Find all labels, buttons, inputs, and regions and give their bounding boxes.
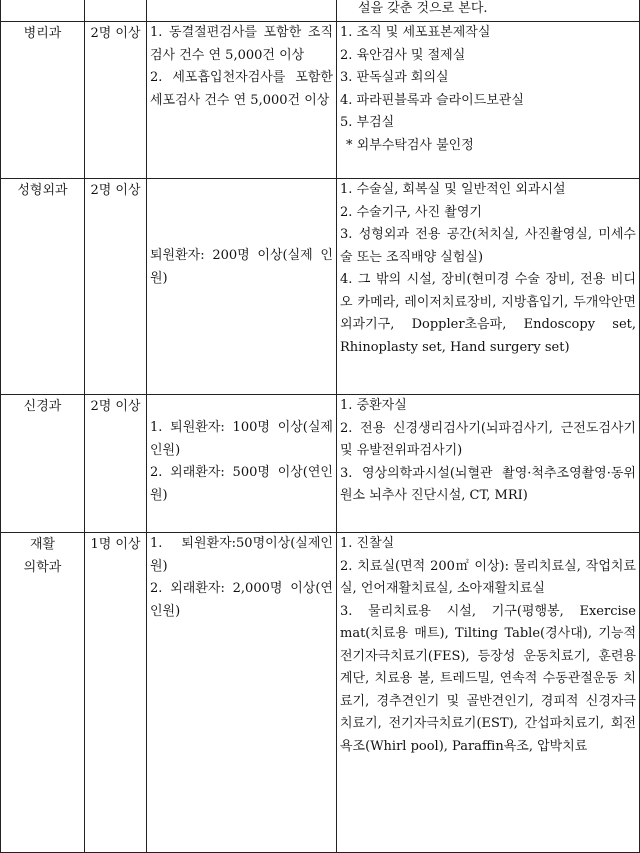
facility-item: 3. 영상의학과시설(뇌혈관 촬영·척추조영촬영·동위원소 뇌추사 진단시설, CT, MRI) — [340, 465, 636, 503]
table-row-plastic-surgery — [1, 179, 640, 395]
staff-cell: 2명 이상 — [85, 395, 147, 533]
facility-item: 2. 치료실(면적 200㎡ 이상): 물리치료실, 작업치료실, 언어재활치료실, 소아재활치료실 — [340, 558, 636, 596]
facility-item: 3. 물리치료용 시설, 기구(평행봉, Exercise mat(치료용 매트), Tilting Table(경사대), 기능적 전기자극치료기(FES), 등장성 운동치료기, 훈련용 계단, 치료용 볼, 트레드밀, 연속적 수동관절운동 치료기, 경추견인기 및 골반견인기, 경피적 신경자극 치료기, 전기자극치료기(EST), 간섭파치료기, 회전욕조(Whirl pool), Paraffin욕조, 압박치료 — [340, 603, 636, 754]
criteria-cell — [147, 533, 337, 853]
staff-cell-empty — [85, 0, 147, 22]
facility-item: 2. 수술기구, 사진 촬영기 — [340, 204, 482, 220]
criteria-cell — [147, 395, 337, 533]
staff-cell: 1명 이상 — [85, 533, 147, 853]
criteria-cell — [147, 179, 337, 395]
table-row-neurology — [1, 395, 640, 533]
dept-cell: 신경과 — [1, 395, 85, 533]
dept-name-line1: 재활 — [29, 537, 56, 552]
criteria-item: 퇴원환자: 200명 이상(실제 인원) — [150, 248, 333, 286]
staff-cell: 2명 이상 — [85, 179, 147, 395]
table-row — [1, 0, 640, 22]
dept-cell — [1, 533, 85, 853]
criteria-cell — [147, 22, 337, 179]
facility-item: 3. 성형외과 전용 공간(처치실, 사진촬영실, 미세수술 또는 조직배양 실험실) — [340, 227, 636, 265]
dept-cell: 병리과 — [1, 22, 85, 179]
facility-cell — [337, 533, 640, 853]
criteria-cell-empty — [147, 0, 337, 22]
facility-continuation-text: 설을 갖춘 것으로 본다. — [358, 1, 488, 16]
facility-item: 1. 조직 및 세포표본제작실 — [340, 25, 491, 40]
table-row-pathology — [1, 22, 640, 179]
facility-item: 4. 그 밖의 시설, 장비(현미경 수술 장비, 전용 비디오 카메라, 레이저치료장비, 지방흡입기, 두개악안면외과기구, Doppler초음파, Endoscopy set, Rhinoplasty set, Hand surgery set) — [340, 272, 636, 355]
dept-name-line2: 의학과 — [23, 559, 62, 575]
table-row-rehabilitation — [1, 533, 640, 853]
criteria-item: 1. 동결절편검사를 포함한 조직검사 건수 연 5,000건 이상 — [150, 25, 333, 63]
facility-item: 3. 판독실과 회의실 — [340, 70, 449, 85]
facility-item: 4. 파라핀블록과 슬라이드보관실 — [340, 92, 524, 108]
dept-cell: 성형외과 — [1, 179, 85, 395]
facility-note: * 외부수탁검사 불인정 — [346, 137, 474, 153]
criteria-item: 2. 세포흡입천자검사를 포함한 세포검사 건수 연 5,000건 이상 — [150, 70, 333, 108]
facility-item: 1. 중환자실 — [340, 398, 407, 413]
facility-cell — [337, 395, 640, 533]
criteria-item: 1. 퇴원환자: 100명 이상(실제 인원) — [150, 420, 333, 458]
criteria-item: 2. 외래환자: 500명 이상(연인원) — [150, 465, 333, 503]
facility-cell — [337, 22, 640, 179]
facility-item: 2. 전용 신경생리검사기(뇌파검사기, 근전도검사기 및 유발전위파검사기) — [340, 420, 636, 458]
criteria-item: 2. 외래환자: 2,000명 이상(연인원) — [150, 581, 333, 619]
staff-cell: 2명 이상 — [85, 22, 147, 179]
facility-cell-continuation — [337, 0, 640, 22]
facility-item: 1. 수술실, 회복실 및 일반적인 외과시설 — [340, 182, 566, 197]
facility-cell — [337, 179, 640, 395]
dept-cell-empty — [1, 0, 85, 22]
facility-item: 2. 육안검사 및 절제실 — [340, 47, 466, 63]
criteria-item: 1. 퇴원환자:50명이상(실제인원) — [150, 536, 333, 574]
facility-item: 5. 부검실 — [340, 115, 395, 130]
facility-item: 1. 진찰실 — [340, 536, 395, 551]
